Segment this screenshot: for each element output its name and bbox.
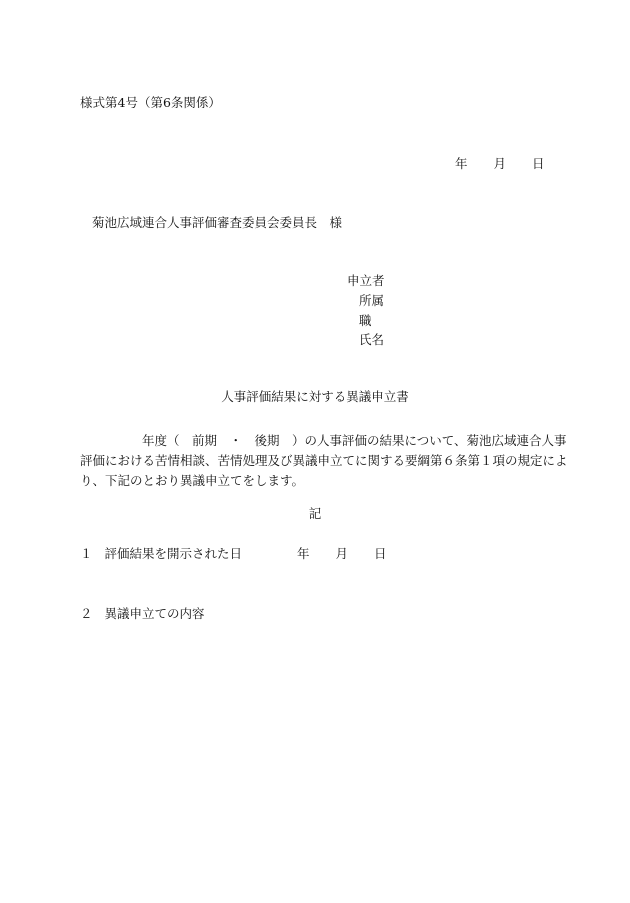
body-line-2: 評価における苦情相談、苦情処理及び異議申立てに関する要綱第６条第１項の規定によ	[80, 453, 568, 468]
item-1-day-label: 日	[374, 546, 387, 561]
addressee: 菊池広域連合人事評価審査委員会委員長 様	[92, 215, 343, 230]
affiliation-label: 所属	[359, 293, 385, 308]
submission-date-line	[455, 158, 545, 171]
body-paragraph	[80, 431, 568, 491]
item-1-date	[297, 548, 387, 561]
name-label: 氏名	[359, 332, 385, 347]
item-2-label: 異議申立ての内容	[104, 606, 205, 621]
item-1-year-label: 年	[297, 546, 310, 561]
body-line-1: 年度（ 前期 ・ 後期 ）の人事評価の結果について、菊池広域連合人事	[142, 433, 567, 448]
date-year-label: 年	[455, 156, 468, 171]
applicant-label: 申立者	[347, 273, 385, 288]
document-title: 人事評価結果に対する異議申立書	[221, 389, 409, 404]
ki-heading: 記	[308, 506, 322, 521]
date-day-label: 日	[532, 156, 545, 171]
item-1	[80, 548, 242, 561]
body-line-3: り、下記のとおり異議申立てをします。	[80, 473, 305, 488]
form-number: 様式第4号（第6条関係）	[80, 95, 221, 110]
item-1-number: １	[80, 546, 93, 561]
date-month-label: 月	[493, 156, 507, 171]
item-1-label: 評価結果を開示された日	[104, 546, 243, 561]
position-label: 職	[359, 313, 372, 328]
item-2	[80, 608, 205, 621]
item-1-month-label: 月	[335, 546, 349, 561]
item-2-number: ２	[80, 606, 93, 621]
